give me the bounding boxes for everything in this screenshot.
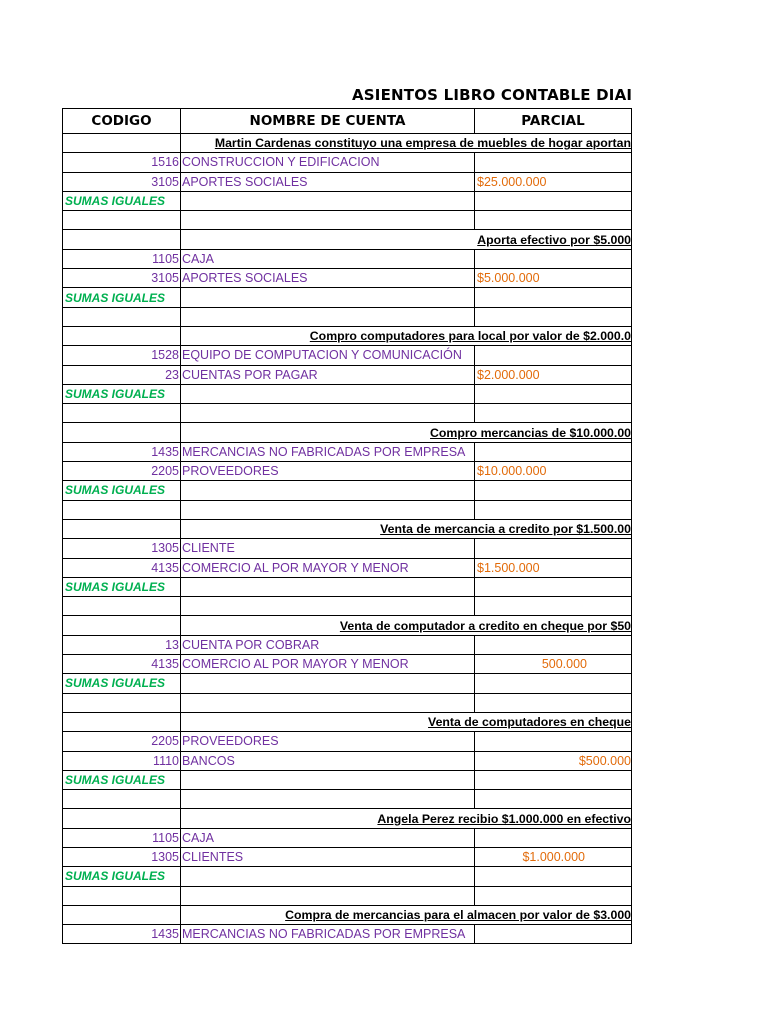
account-code[interactable]: 1528: [63, 346, 181, 365]
account-code[interactable]: 1105: [63, 249, 181, 268]
table-row: [63, 500, 632, 519]
cell[interactable]: [181, 500, 475, 519]
cell[interactable]: [181, 674, 475, 693]
sumas-iguales-label[interactable]: SUMAS IGUALES: [63, 674, 181, 693]
cell[interactable]: [63, 693, 181, 712]
account-name[interactable]: PROVEEDORES: [181, 732, 475, 751]
table-row: [63, 134, 632, 153]
cell[interactable]: [475, 770, 632, 789]
cell[interactable]: [181, 867, 475, 886]
account-name[interactable]: APORTES SOCIALES: [181, 269, 475, 288]
entry-description[interactable]: Compro mercancias de $10.000.00: [181, 423, 632, 442]
table-row: [63, 365, 632, 384]
account-name[interactable]: COMERCIO AL POR MAYOR Y MENOR: [181, 655, 475, 674]
cell[interactable]: [63, 423, 181, 442]
account-name[interactable]: EQUIPO DE COMPUTACION Y COMUNICACIÓN: [181, 346, 475, 365]
table-row: [63, 191, 632, 210]
cell[interactable]: [63, 307, 181, 326]
sumas-iguales-label[interactable]: SUMAS IGUALES: [63, 770, 181, 789]
account-name[interactable]: COMERCIO AL POR MAYOR Y MENOR: [181, 558, 475, 577]
page-title: ASIENTOS LIBRO CONTABLE DIAI: [352, 86, 633, 104]
account-code[interactable]: 1110: [63, 751, 181, 770]
cell[interactable]: [63, 211, 181, 230]
account-code[interactable]: 1435: [63, 442, 181, 461]
account-name[interactable]: CUENTAS POR PAGAR: [181, 365, 475, 384]
cell[interactable]: [63, 790, 181, 809]
cell[interactable]: [475, 597, 632, 616]
table-row: [63, 712, 632, 731]
table-row: [63, 249, 632, 268]
sumas-iguales-label[interactable]: SUMAS IGUALES: [63, 288, 181, 307]
cell[interactable]: [475, 211, 632, 230]
cell[interactable]: [63, 230, 181, 249]
partial-amount[interactable]: [475, 732, 632, 751]
cell[interactable]: [63, 712, 181, 731]
account-name[interactable]: CLIENTES: [181, 847, 475, 866]
table-row: [63, 809, 632, 828]
cell[interactable]: [181, 790, 475, 809]
account-name[interactable]: CAJA: [181, 249, 475, 268]
cell[interactable]: [63, 326, 181, 345]
table-row: [63, 307, 632, 326]
table-row: [63, 539, 632, 558]
account-name[interactable]: MERCANCIAS NO FABRICADAS POR EMPRESA: [181, 442, 475, 461]
partial-amount[interactable]: $500.000: [475, 751, 632, 770]
cell[interactable]: [63, 519, 181, 538]
partial-amount[interactable]: $5.000.000: [475, 269, 632, 288]
table-row: [63, 751, 632, 770]
table-row: [63, 635, 632, 654]
table-row: [63, 886, 632, 905]
partial-amount[interactable]: [475, 539, 632, 558]
table-row: [63, 404, 632, 423]
table-row: [63, 326, 632, 345]
sumas-iguales-label[interactable]: SUMAS IGUALES: [63, 384, 181, 403]
table-row: [63, 905, 632, 924]
cell[interactable]: [181, 886, 475, 905]
cell[interactable]: [181, 288, 475, 307]
account-code[interactable]: 13: [63, 635, 181, 654]
cell[interactable]: [63, 809, 181, 828]
partial-amount[interactable]: $25.000.000: [475, 172, 632, 191]
partial-amount[interactable]: $10.000.000: [475, 462, 632, 481]
partial-amount[interactable]: [475, 925, 632, 944]
table-row: [63, 616, 632, 635]
entry-description[interactable]: Venta de mercancia a credito por $1.500.00: [181, 519, 632, 538]
account-name[interactable]: MERCANCIAS NO FABRICADAS POR EMPRESA: [181, 925, 475, 944]
header-codigo[interactable]: CODIGO: [63, 109, 181, 134]
table-row: [63, 597, 632, 616]
sumas-iguales-label[interactable]: SUMAS IGUALES: [63, 577, 181, 596]
cell[interactable]: [475, 867, 632, 886]
partial-amount[interactable]: [475, 153, 632, 172]
partial-amount[interactable]: $1.000.000: [475, 847, 632, 866]
header-nombre[interactable]: NOMBRE DE CUENTA: [181, 109, 475, 134]
account-code[interactable]: 1305: [63, 847, 181, 866]
sumas-iguales-label[interactable]: SUMAS IGUALES: [63, 481, 181, 500]
account-name[interactable]: CAJA: [181, 828, 475, 847]
table-row: [63, 790, 632, 809]
sumas-iguales-label[interactable]: SUMAS IGUALES: [63, 191, 181, 210]
table-row: [63, 153, 632, 172]
entry-description[interactable]: Venta de computador a credito en cheque por $50: [181, 616, 632, 635]
table-row: [63, 674, 632, 693]
account-name[interactable]: BANCOS: [181, 751, 475, 770]
account-code[interactable]: 1516: [63, 153, 181, 172]
account-code[interactable]: 23: [63, 365, 181, 384]
table-row: [63, 346, 632, 365]
table-row: [63, 519, 632, 538]
table-row: [63, 847, 632, 866]
account-code[interactable]: 3105: [63, 269, 181, 288]
cell[interactable]: [475, 790, 632, 809]
entry-description[interactable]: Compra de mercancias para el almacen por valor de $3.000: [181, 905, 632, 924]
partial-amount[interactable]: [475, 442, 632, 461]
partial-amount[interactable]: [475, 249, 632, 268]
table-row: [63, 172, 632, 191]
table-row: [63, 269, 632, 288]
account-name[interactable]: CLIENTE: [181, 539, 475, 558]
account-name[interactable]: CONSTRUCCION Y EDIFICACION: [181, 153, 475, 172]
cell[interactable]: [181, 481, 475, 500]
cell[interactable]: [475, 481, 632, 500]
table-row: [63, 770, 632, 789]
account-code[interactable]: 3105: [63, 172, 181, 191]
account-code[interactable]: 1305: [63, 539, 181, 558]
cell[interactable]: [475, 288, 632, 307]
account-name[interactable]: CUENTA POR COBRAR: [181, 635, 475, 654]
cell[interactable]: [181, 191, 475, 210]
account-code[interactable]: 1105: [63, 828, 181, 847]
table-row: [63, 693, 632, 712]
table-row: [63, 828, 632, 847]
journal-table: [62, 108, 632, 944]
cell[interactable]: [181, 597, 475, 616]
cell[interactable]: [181, 770, 475, 789]
table-row: [63, 655, 632, 674]
table-row: [63, 462, 632, 481]
cell[interactable]: [63, 886, 181, 905]
cell[interactable]: [475, 500, 632, 519]
sumas-iguales-label[interactable]: SUMAS IGUALES: [63, 867, 181, 886]
account-code[interactable]: 2205: [63, 732, 181, 751]
table-row: [63, 384, 632, 403]
table-row: [63, 577, 632, 596]
cell[interactable]: [181, 693, 475, 712]
cell[interactable]: [475, 404, 632, 423]
entry-description[interactable]: Aporta efectivo por $5.000: [181, 230, 632, 249]
table-row: [63, 925, 632, 944]
cell[interactable]: [181, 577, 475, 596]
partial-amount[interactable]: $2.000.000: [475, 365, 632, 384]
partial-amount[interactable]: [475, 828, 632, 847]
partial-amount[interactable]: $1.500.000: [475, 558, 632, 577]
cell[interactable]: [63, 500, 181, 519]
account-code[interactable]: 1435: [63, 925, 181, 944]
table-row: [63, 288, 632, 307]
cell[interactable]: [181, 307, 475, 326]
account-name[interactable]: PROVEEDORES: [181, 462, 475, 481]
entry-description[interactable]: Martin Cardenas constituyo una empresa de muebles de hogar aportan: [181, 134, 632, 153]
account-name[interactable]: APORTES SOCIALES: [181, 172, 475, 191]
cell[interactable]: [63, 905, 181, 924]
cell[interactable]: [63, 404, 181, 423]
table-row: [63, 442, 632, 461]
cell[interactable]: [475, 674, 632, 693]
partial-amount[interactable]: 500.000: [475, 655, 632, 674]
table-row: [63, 481, 632, 500]
cell[interactable]: [181, 384, 475, 403]
entry-description[interactable]: Compro computadores para local por valor de $2.000.0: [181, 326, 632, 345]
table-header-row: [63, 109, 632, 134]
cell[interactable]: [475, 693, 632, 712]
cell[interactable]: [63, 134, 181, 153]
cell[interactable]: [475, 384, 632, 403]
entry-description[interactable]: Angela Perez recibio $1.000.000 en efectivo: [181, 809, 632, 828]
table-row: [63, 867, 632, 886]
table-row: [63, 230, 632, 249]
cell[interactable]: [63, 616, 181, 635]
partial-amount[interactable]: [475, 346, 632, 365]
table-row: [63, 558, 632, 577]
table-row: [63, 211, 632, 230]
table-row: [63, 732, 632, 751]
cell[interactable]: [181, 404, 475, 423]
entry-description[interactable]: Venta de computadores en cheque: [181, 712, 632, 731]
cell[interactable]: [475, 577, 632, 596]
cell[interactable]: [63, 597, 181, 616]
table-row: [63, 423, 632, 442]
account-code[interactable]: 4135: [63, 558, 181, 577]
account-code[interactable]: 2205: [63, 462, 181, 481]
cell[interactable]: [475, 886, 632, 905]
account-code[interactable]: 4135: [63, 655, 181, 674]
cell[interactable]: [181, 211, 475, 230]
partial-amount[interactable]: [475, 635, 632, 654]
cell[interactable]: [475, 191, 632, 210]
cell[interactable]: [475, 307, 632, 326]
header-parcial[interactable]: PARCIAL: [475, 109, 632, 134]
